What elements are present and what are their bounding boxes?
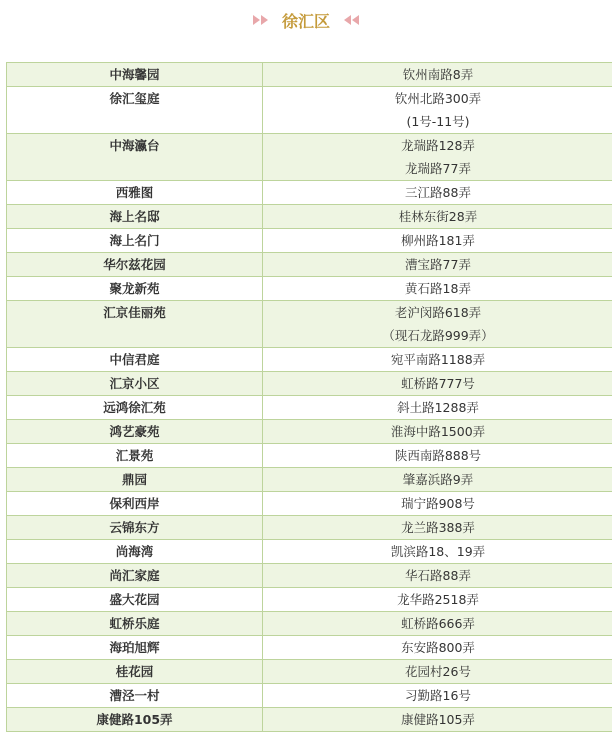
residence-address (263, 181, 612, 205)
address-line: 花园村26号 (405, 664, 471, 679)
section-header (0, 0, 612, 40)
address-line: 陕西南路888号 (394, 448, 482, 463)
table-row (7, 420, 612, 444)
residence-address (263, 636, 612, 660)
residence-name: 中海瀛台 (7, 134, 263, 181)
table-row (7, 205, 612, 229)
table-row (7, 444, 612, 468)
address-line: 漕宝路77弄 (405, 257, 471, 272)
residence-address (263, 612, 612, 636)
table-row (7, 636, 612, 660)
address-line: 淮海中路1500弄 (390, 424, 486, 439)
table-row (7, 516, 612, 540)
residence-address (263, 372, 612, 396)
address-line: 桂林东街28弄 (398, 209, 478, 224)
table-row (7, 684, 612, 708)
table-row (7, 468, 612, 492)
table-row (7, 612, 612, 636)
table-row (7, 277, 612, 301)
residence-address (263, 516, 612, 540)
residence-name: 尚海湾 (7, 540, 263, 564)
table-row (7, 134, 612, 181)
table-row (7, 229, 612, 253)
address-line: 柳州路181弄 (401, 233, 475, 248)
address-line: 黄石路18弄 (405, 281, 471, 296)
residence-address (263, 684, 612, 708)
residence-address (263, 87, 612, 134)
address-line: 宛平南路1188弄 (390, 352, 486, 367)
residence-address (263, 253, 612, 277)
residence-address (263, 301, 612, 348)
residence-name: 西雅图 (7, 181, 263, 205)
address-line: 瑞宁路908号 (401, 496, 475, 511)
address-line: 龙瑞路77弄 (405, 161, 471, 176)
address-line: 虹桥路666弄 (401, 616, 475, 631)
address-line: 龙华路2518弄 (397, 592, 479, 607)
residence-name: 鸿艺豪苑 (7, 420, 263, 444)
table-row (7, 660, 612, 684)
address-line: 钦州北路300弄 (394, 91, 482, 106)
address-line: 华石路88弄 (405, 568, 471, 583)
residence-name: 中海馨园 (7, 63, 263, 87)
table-row (7, 181, 612, 205)
address-line: （现石龙路999弄） (382, 328, 494, 343)
address-line: 康健路105弄 (401, 712, 475, 727)
address-line: 凯滨路18、19弄 (390, 544, 486, 559)
address-line: 斜土路1288弄 (397, 400, 479, 415)
residence-name: 鼎园 (7, 468, 263, 492)
residence-name: 汇京小区 (7, 372, 263, 396)
residence-address (263, 348, 612, 372)
residence-name: 海珀旭辉 (7, 636, 263, 660)
residence-table (6, 62, 612, 732)
table-row (7, 87, 612, 134)
table-row (7, 348, 612, 372)
residence-address (263, 396, 612, 420)
address-line: 习勤路16号 (405, 688, 471, 703)
table-row (7, 540, 612, 564)
residence-address (263, 444, 612, 468)
residence-name: 远鸿徐汇苑 (7, 396, 263, 420)
residence-name: 云锦东方 (7, 516, 263, 540)
address-line: 东安路800弄 (401, 640, 475, 655)
residence-address (263, 708, 612, 732)
residence-address (263, 588, 612, 612)
residence-address (263, 277, 612, 301)
residence-address (263, 660, 612, 684)
residence-name: 海上名邸 (7, 205, 263, 229)
residence-address (263, 134, 612, 181)
residence-name: 汇景苑 (7, 444, 263, 468)
table-row (7, 708, 612, 732)
residence-address (263, 205, 612, 229)
table-row (7, 396, 612, 420)
address-line: 龙兰路388弄 (401, 520, 475, 535)
residence-address (263, 468, 612, 492)
residence-name: 华尔兹花园 (7, 253, 263, 277)
residence-name: 徐汇玺庭 (7, 87, 263, 134)
residence-address (263, 492, 612, 516)
residence-name: 中信君庭 (7, 348, 263, 372)
table-row (7, 253, 612, 277)
section-title: 徐汇区 (281, 11, 330, 31)
address-line: 虹桥路777号 (401, 376, 475, 391)
address-line: 肇嘉浜路9弄 (402, 472, 474, 487)
residence-name: 漕泾一村 (7, 684, 263, 708)
residence-name: 康健路105弄 (7, 708, 263, 732)
table-row (7, 301, 612, 348)
residence-address (263, 63, 612, 87)
address-line: 钦州南路8弄 (402, 67, 474, 82)
double-chevron-left-icon (344, 15, 359, 25)
table-row (7, 564, 612, 588)
address-line: 三江路88弄 (405, 185, 471, 200)
residence-name: 聚龙新苑 (7, 277, 263, 301)
residence-address (263, 540, 612, 564)
residence-address (263, 420, 612, 444)
address-line: (1号-11号) (406, 114, 470, 129)
residence-name: 汇京佳丽苑 (7, 301, 263, 348)
table-row (7, 492, 612, 516)
residence-name: 虹桥乐庭 (7, 612, 263, 636)
address-line: 龙瑞路128弄 (401, 138, 475, 153)
residence-name: 桂花园 (7, 660, 263, 684)
double-chevron-right-icon (253, 15, 268, 25)
residence-address (263, 229, 612, 253)
residence-name: 海上名门 (7, 229, 263, 253)
table-row (7, 63, 612, 87)
residence-name: 尚汇家庭 (7, 564, 263, 588)
address-line: 老沪闵路618弄 (394, 305, 482, 320)
table-row (7, 372, 612, 396)
table-row (7, 588, 612, 612)
residence-name: 保利西岸 (7, 492, 263, 516)
residence-address (263, 564, 612, 588)
residence-name: 盛大花园 (7, 588, 263, 612)
